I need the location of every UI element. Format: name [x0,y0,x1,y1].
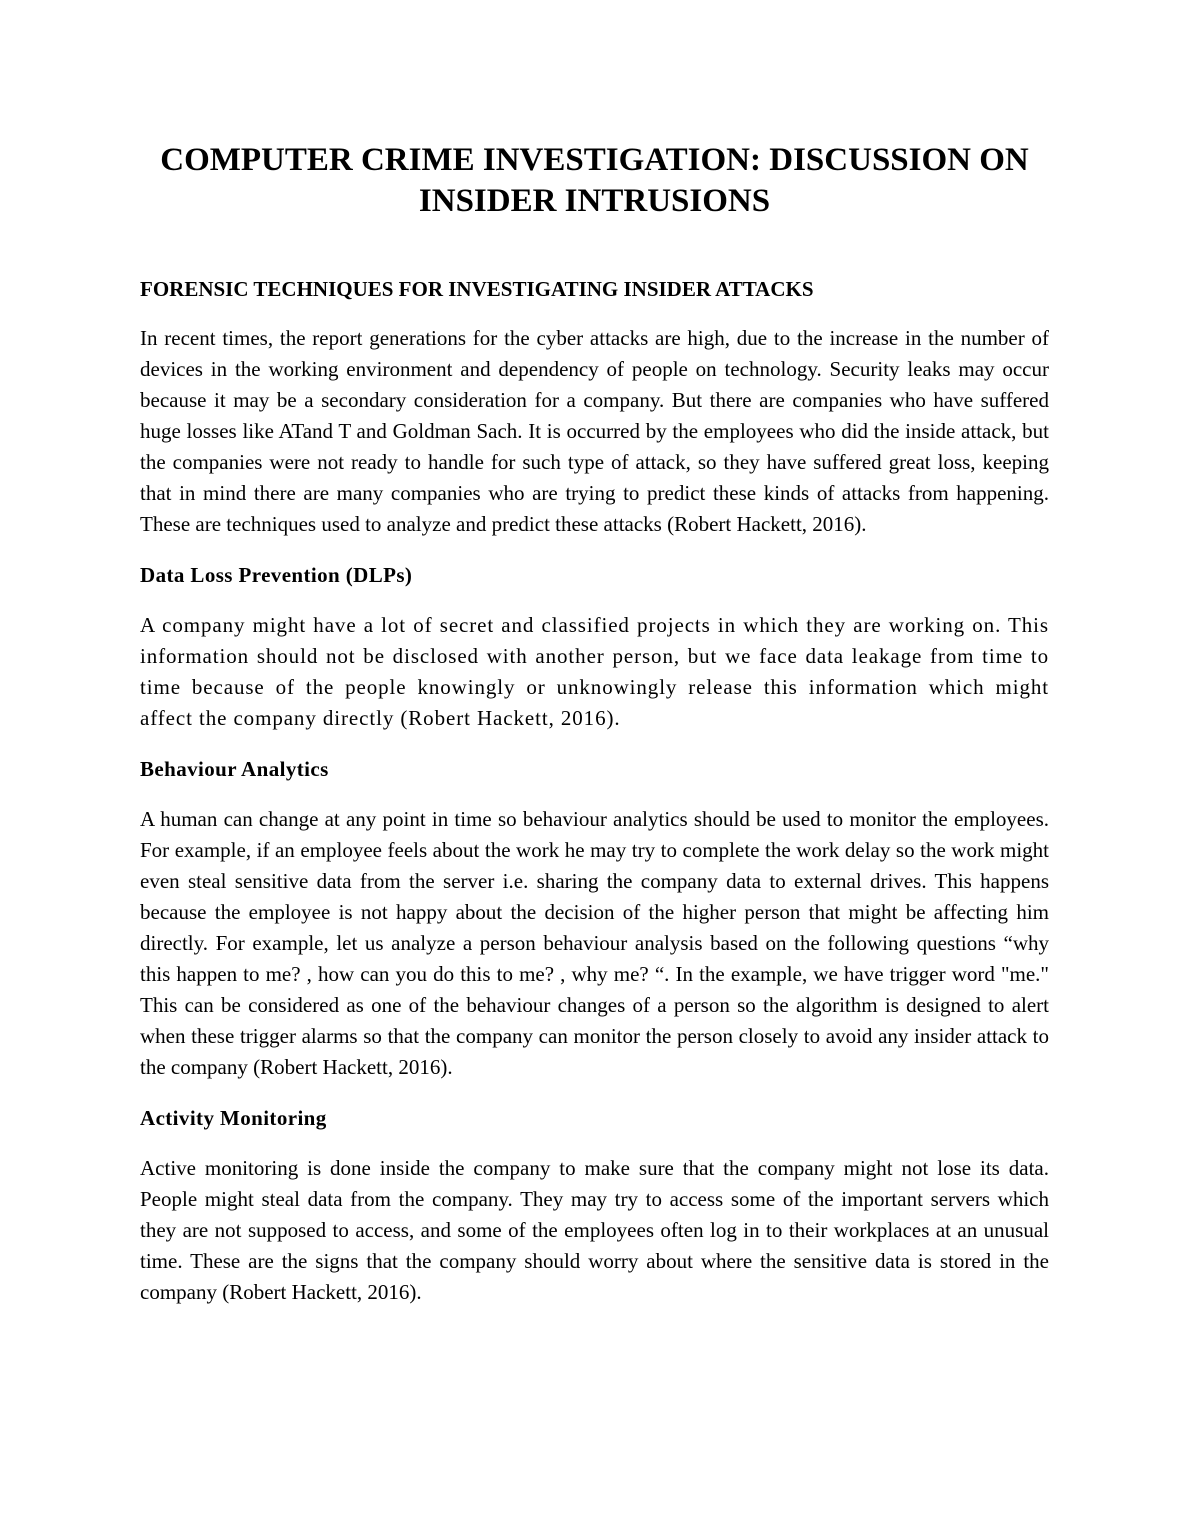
paragraph-data-loss-prevention: A company might have a lot of secret and classified projects in which they are working on. This information should not be disclosed with another person, but we face data leakage from time to time because of the people knowingly or unknowingly release this information which might affect the company directly (Robert Hackett, 2016). [140,613,1049,730]
section-heading-data-loss-prevention: Data Loss Prevention (DLPs) [140,563,413,587]
paragraph-activity-monitoring: Active monitoring is done inside the company to make sure that the company might not lose its data. People might steal data from the company. They may try to access some of the important servers which they are not supposed to access, and some of the employees often log in to their workplaces at an unusual time. These are the signs that the company should worry about where the sensitive data is stored in the company (Robert Hackett, 2016). [140,1156,1049,1304]
section-heading-behaviour-analytics: Behaviour Analytics [140,757,329,781]
section-heading-forensic-techniques: FORENSIC TECHNIQUES FOR INVESTIGATING INSIDER ATTACKS [140,277,814,301]
paragraph-forensic-techniques: In recent times, the report generations for the cyber attacks are high, due to the increase in the number of devices in the working environment and dependency of people on technology. Security leaks may occur because it may be a secondary consideration for a company. But there are companies who have suffered huge losses like ATand T and Goldman Sach. It is occurred by the employees who did the inside attack, but the companies were not ready to handle for such type of attack, so they have suffered great loss, keeping that in mind there are many companies who are trying to predict these kinds of attacks from happening. These are techniques used to analyze and predict these attacks (Robert Hackett, 2016). [140,326,1049,536]
paragraph-behaviour-analytics: A human can change at any point in time so behaviour analytics should be used to monitor the employees. For example, if an employee feels about the work he may try to complete the work delay so the work might even steal sensitive data from the server i.e. sharing the company data to external drives. This happens because the employee is not happy about the decision of the higher person that might be affecting him directly. For example, let us analyze a person behaviour analysis based on the following questions “why this happen to me? , how can you do this to me? , why me? “. In the example, we have trigger word "me." This can be considered as one of the behaviour changes of a person so the algorithm is designed to alert when these trigger alarms so that the company can monitor the person closely to avoid any insider attack to the company (Robert Hackett, 2016). [140,807,1049,1079]
section-heading-activity-monitoring: Activity Monitoring [140,1106,327,1130]
document-page [140,140,1049,1308]
document-title: COMPUTER CRIME INVESTIGATION: DISCUSSION ON INSIDER INTRUSIONS [160,142,1029,219]
